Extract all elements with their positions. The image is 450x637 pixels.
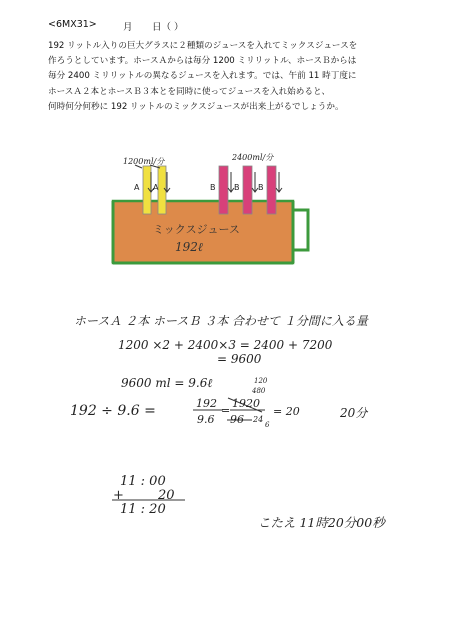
unit-conversion: 9600 ml = 9.6ℓ — [121, 376, 213, 390]
fraction-numerator: 1920 — [232, 397, 260, 410]
cancel-note: 480 — [252, 387, 266, 395]
hose-b — [267, 166, 276, 214]
rate-b-label: 2400ml/分 — [232, 153, 274, 162]
juice-label: ミックスジュース — [153, 223, 240, 236]
problem-line: 192 リットル入りの巨大グラスに２種類のジュースを入れてミックスジュースを — [48, 41, 358, 51]
addition-operator: + — [113, 488, 124, 503]
problem-line: 毎分 2400 ミリリットルの異なるジュースを入れます。では、午前 11 時丁度に — [48, 71, 357, 82]
fraction-denominator: 96 — [230, 413, 244, 426]
problem-line: 何時何分何秒に 192 リットルのミックスジュースが出来上がるでしょうか。 — [48, 101, 344, 112]
fraction-numerator: 192 — [196, 397, 217, 410]
hose-b-label: B — [210, 183, 216, 192]
minutes-result: 20分 — [340, 406, 368, 420]
addition-sum: 11 : 20 — [120, 502, 166, 517]
hose-b — [243, 166, 252, 214]
addition-row: 20 — [158, 488, 175, 503]
cancel-note: 120 — [254, 377, 268, 385]
cancel-note: 24 — [253, 415, 264, 424]
hose-a-label: A — [153, 183, 159, 192]
juice-volume: 192ℓ — [175, 240, 203, 254]
hose-a — [158, 166, 166, 214]
calc-result: = 9600 — [217, 352, 262, 366]
problem-code: <6MX31> — [48, 19, 97, 30]
hose-a-label: A — [134, 183, 140, 192]
final-answer: こたえ 11時20分00秒 — [258, 515, 385, 530]
problem-line: 作ろうとしています。ホースＡからは毎分 1200 ミリリットル、ホースＢからは — [48, 56, 357, 67]
day-label: 日（ ） — [152, 22, 184, 33]
cancel-note: 6 — [265, 421, 270, 429]
division-result: = 20 — [273, 405, 300, 418]
hose-b-label: B — [258, 183, 264, 192]
addition-row: 11 : 00 — [120, 474, 166, 489]
hose-b-label: B — [234, 183, 240, 192]
division-expression: 192 ÷ 9.6 = — [70, 403, 156, 419]
hose-b — [219, 166, 228, 214]
fraction-denominator: 9.6 — [197, 413, 215, 426]
month-label: 月 — [123, 22, 133, 33]
calc-line: 1200 ×2 + 2400×3 = 2400 + 7200 — [118, 338, 333, 352]
solution-heading: ホースＡ ２本 ホースＢ ３本 合わせて １分間に入る量 — [74, 314, 368, 328]
rate-a-label: 1200ml/分 — [123, 157, 165, 166]
problem-line: ホースＡ２本とホースＢ３本とを同時に使ってジュースを入れ始めると、 — [48, 86, 331, 97]
equals-sign: = — [221, 404, 231, 417]
